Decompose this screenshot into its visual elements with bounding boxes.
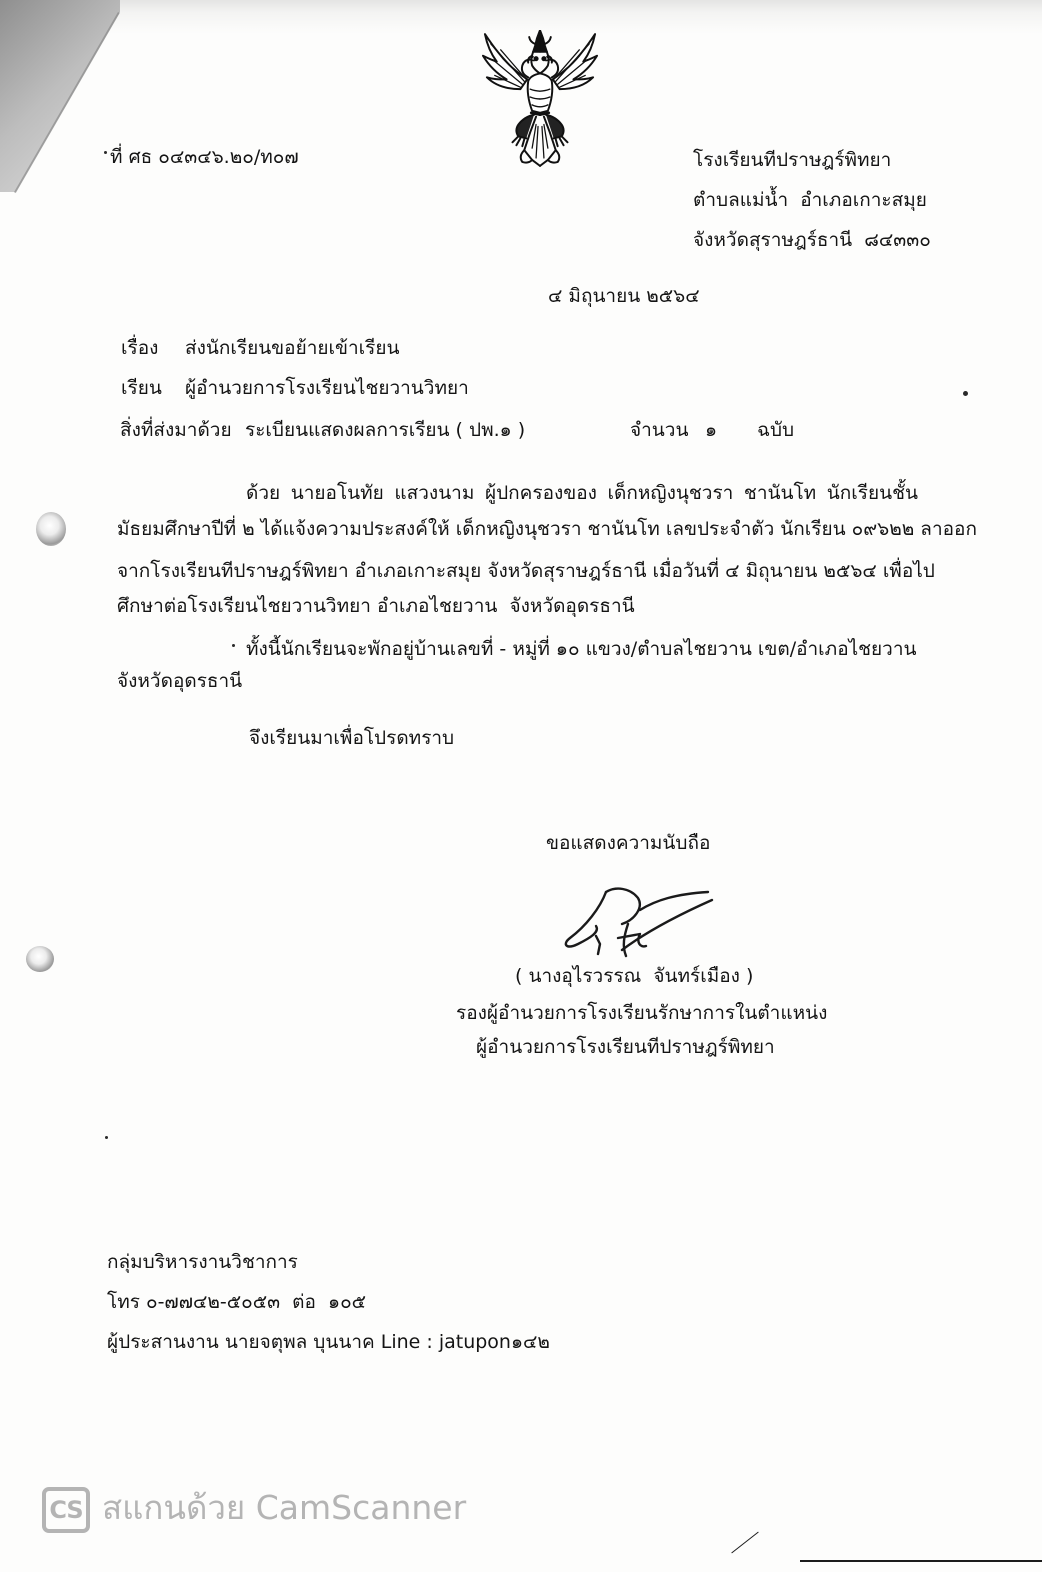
body-paragraph1-line: จากโรงเรียนทีปราษฎร์พิทยา อำเภอเกาะสมุย จังหวัดสุราษฎร์ธานี เมื่อวันที่ ๔ มิถุนายน ๒๕๖๔ เพื่อไป	[117, 560, 935, 582]
enclosure-qty: ๑	[705, 419, 718, 441]
body-paragraph2-line: จังหวัดอุดรธานี	[117, 670, 243, 692]
scan-speck	[104, 151, 107, 154]
enclosure-text: ระเบียนแสดงผลการเรียน ( ปพ.๑ )	[245, 419, 526, 441]
punch-hole-mark	[36, 512, 66, 546]
enclosure-unit: ฉบับ	[757, 419, 795, 441]
scan-speck	[963, 391, 968, 396]
footer-department: กลุ่มบริหารงานวิชาการ	[107, 1251, 298, 1273]
page-fold-shadow	[0, 0, 122, 194]
closing-request: จึงเรียนมาเพื่อโปรดทราบ	[249, 727, 455, 749]
sender-address-line1: ตำบลแม่น้ำ อำเภอเกาะสมุย	[693, 189, 927, 211]
enclosure-qty-label: จำนวน	[630, 419, 689, 441]
complimentary-close: ขอแสดงความนับถือ	[546, 832, 711, 854]
camscanner-watermark-text: สแกนด้วย CamScanner	[102, 1488, 467, 1527]
camscanner-logo-icon: CS	[42, 1487, 90, 1533]
body-paragraph2-line: ทั้งนี้นักเรียนจะพักอยู่บ้านเลขที่ - หมู่ที่ ๑๐ แขวง/ตำบลไชยวาน เขต/อำเภอไชยวาน	[246, 638, 917, 660]
scan-edge-line	[800, 1560, 1042, 1562]
subject-label: เรื่อง	[121, 337, 159, 359]
signatory-position-line1: รองผู้อำนวยการโรงเรียนรักษาการในตำแหน่ง	[456, 1002, 828, 1024]
signatory-name: ( นางอุไรวรรณ จันทร์เมือง )	[515, 965, 754, 987]
scan-edge-line	[731, 1532, 758, 1554]
body-paragraph1-line: ศึกษาต่อโรงเรียนไชยวานวิทยา อำเภอไชยวาน จังหวัดอุดรธานี	[117, 595, 635, 617]
footer-coordinator: ผู้ประสานงาน นายจตุพล บุนนาค Line : jatupon๑๔๒	[107, 1331, 550, 1353]
footer-phone: โทร ๐-๗๗๔๒-๕๐๕๓ ต่อ ๑๐๕	[107, 1291, 367, 1313]
subject-text: ส่งนักเรียนขอย้ายเข้าเรียน	[185, 337, 400, 359]
garuda-emblem	[481, 30, 599, 168]
sender-address-line2: จังหวัดสุราษฎร์ธานี ๘๔๓๓๐	[693, 229, 931, 251]
enclosure-label: สิ่งที่ส่งมาด้วย	[120, 419, 232, 441]
body-paragraph1-line: มัธยมศึกษาปีที่ ๒ ได้แจ้งความประสงค์ให้ เด็กหญิงนุชวรา ชานันโท เลขประจำตัว นักเรียน ๐๙๖๒๒ ลาออก	[117, 518, 977, 540]
sender-school-name: โรงเรียนทีปราษฎร์พิทยา	[693, 149, 892, 171]
signatory-position-line2: ผู้อำนวยการโรงเรียนทีปราษฎร์พิทยา	[476, 1036, 775, 1058]
scan-speck	[232, 644, 235, 647]
handwritten-signature	[556, 880, 726, 962]
punch-hole-mark	[26, 946, 54, 972]
letter-date: ๔ มิถุนายน ๒๕๖๔	[548, 285, 700, 307]
body-paragraph1-line: ด้วย นายอโนทัย แสวงนาม ผู้ปกครองของ เด็กหญิงนุชวรา ชานันโท นักเรียนชั้น	[246, 482, 918, 504]
reference-number: ที่ ศธ ๐๔๓๔๖.๒๐/ท๐๗	[110, 146, 299, 168]
recipient-label: เรียน	[121, 377, 162, 399]
scan-speck	[105, 1136, 108, 1139]
recipient-text: ผู้อำนวยการโรงเรียนไชยวานวิทยา	[185, 377, 469, 399]
